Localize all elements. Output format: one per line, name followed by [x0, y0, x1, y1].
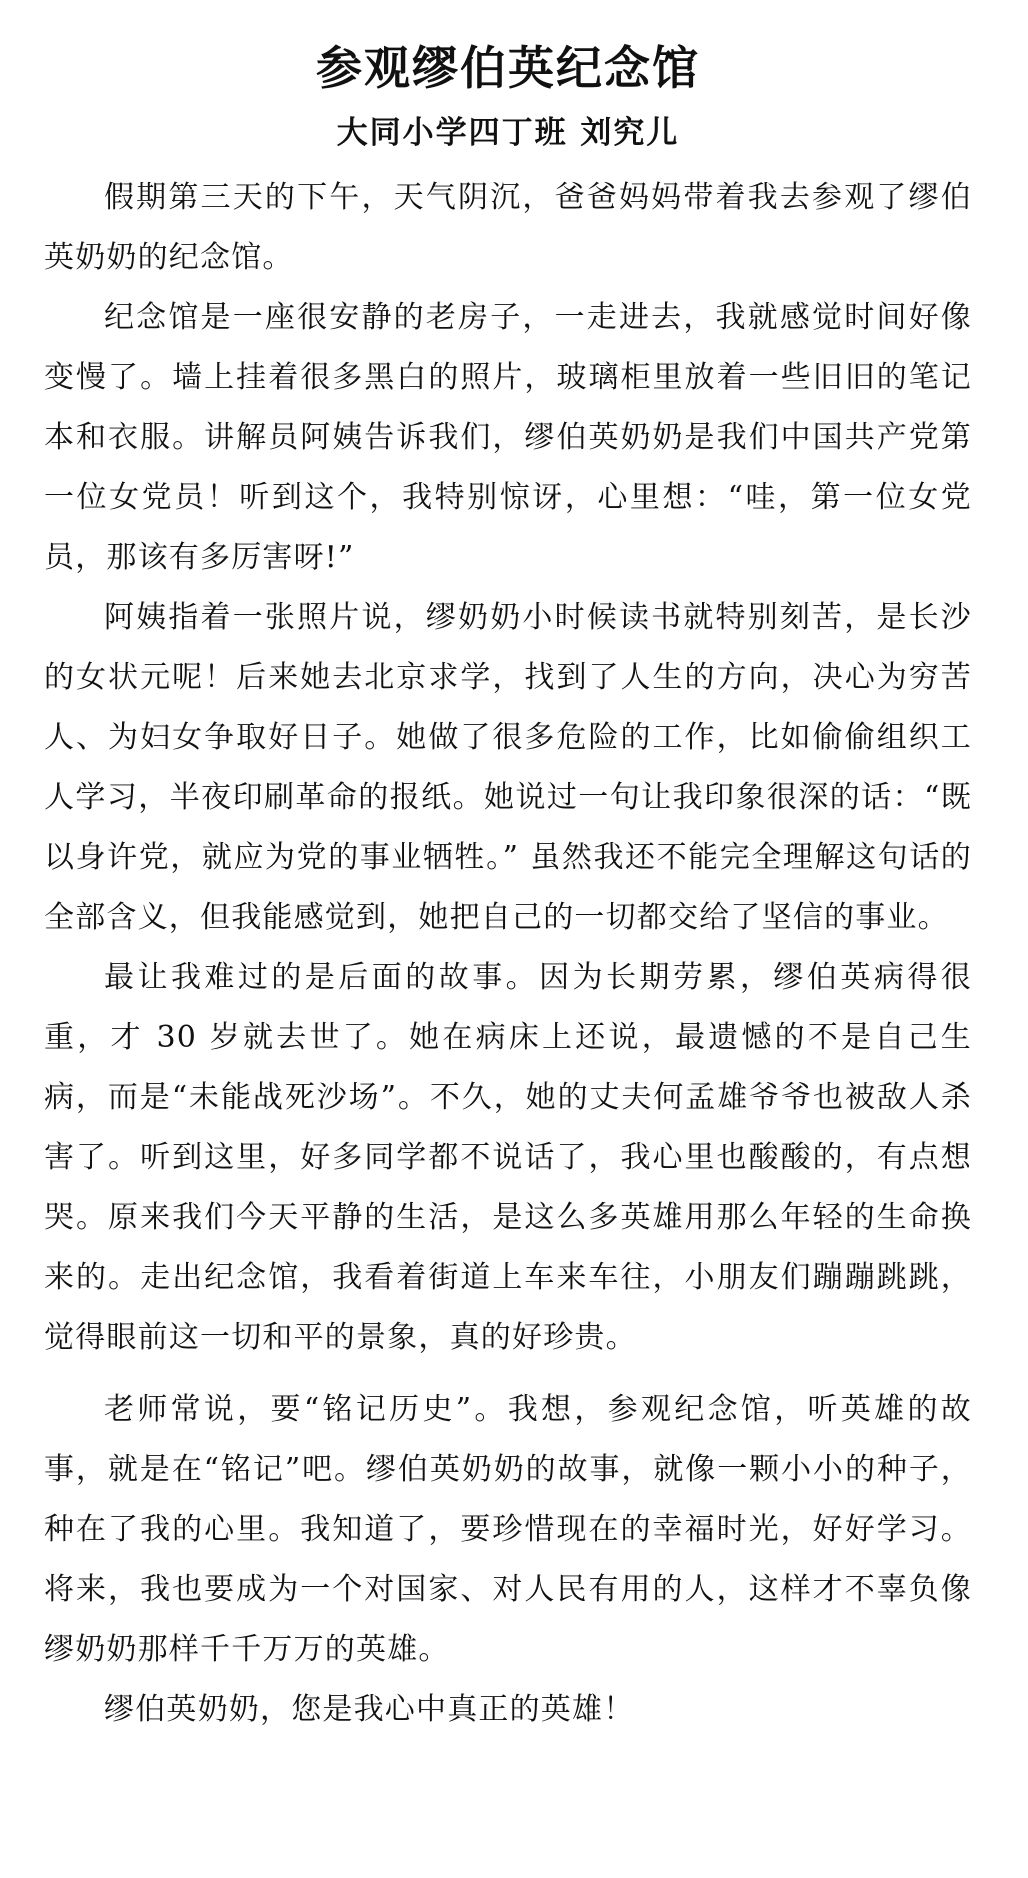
paragraph-4: 最让我难过的是后面的故事。因为长期劳累，缪伯英病得很重，才 30 岁就去世了。她在病床上还说，最遗憾的不是自己生病，而是“未能战死沙场”。不久，她的丈夫何孟雄爷爷也被敌人杀害了。听到这里，好多同学都不说话了，我心里也酸酸的，有点想哭。原来我们今天平静的生活，是这么多英雄用那么年轻的生命换来的。走出纪念馆，我看着街道上车来车往，小朋友们蹦蹦跳跳，觉得眼前这一切和平的景象，真的好珍贵。: [44, 960, 972, 1355]
paragraph-5: 老师常说，要“铭记历史”。我想，参观纪念馆，听英雄的故事，就是在“铭记”吧。缪伯英奶奶的故事，就像一颗小小的种子，种在了我的心里。我知道了，要珍惜现在的幸福时光，好好学习。将来，我也要成为一个对国家、对人民有用的人，这样才不辜负像缪奶奶那样千千万万的英雄。: [44, 1392, 972, 1667]
essay-body: [44, 168, 972, 1740]
essay-title: 参观缪伯英纪念馆: [316, 41, 700, 95]
paragraph-2: 纪念馆是一座很安静的老房子，一走进去，我就感觉时间好像变慢了。墙上挂着很多黑白的照片，玻璃柜里放着一些旧旧的笔记本和衣服。讲解员阿姨告诉我们，缪伯英奶奶是我们中国共产党第一位女党员！听到这个，我特别惊讶，心里想：“哇，第一位女党员，那该有多厉害呀!”: [44, 300, 972, 575]
author-line: 大同小学四丁班 刘究儿: [336, 115, 680, 151]
paragraph-3: 阿姨指着一张照片说，缪奶奶小时候读书就特别刻苦，是长沙的女状元呢！后来她去北京求学，找到了人生的方向，决心为穷苦人、为妇女争取好日子。她做了很多危险的工作，比如偷偷组织工人学习，半夜印刷革命的报纸。她说过一句让我印象很深的话：“既以身许党，就应为党的事业牺牲。” 虽然我还不能完全理解这句话的全部含义，但我能感觉到，她把自己的一切都交给了坚信的事业。: [44, 600, 972, 935]
paragraph-1: 假期第三天的下午，天气阴沉，爸爸妈妈带着我去参观了缪伯英奶奶的纪念馆。: [44, 180, 972, 275]
paragraph-6: 缪伯英奶奶，您是我心中真正的英雄！: [104, 1692, 635, 1727]
